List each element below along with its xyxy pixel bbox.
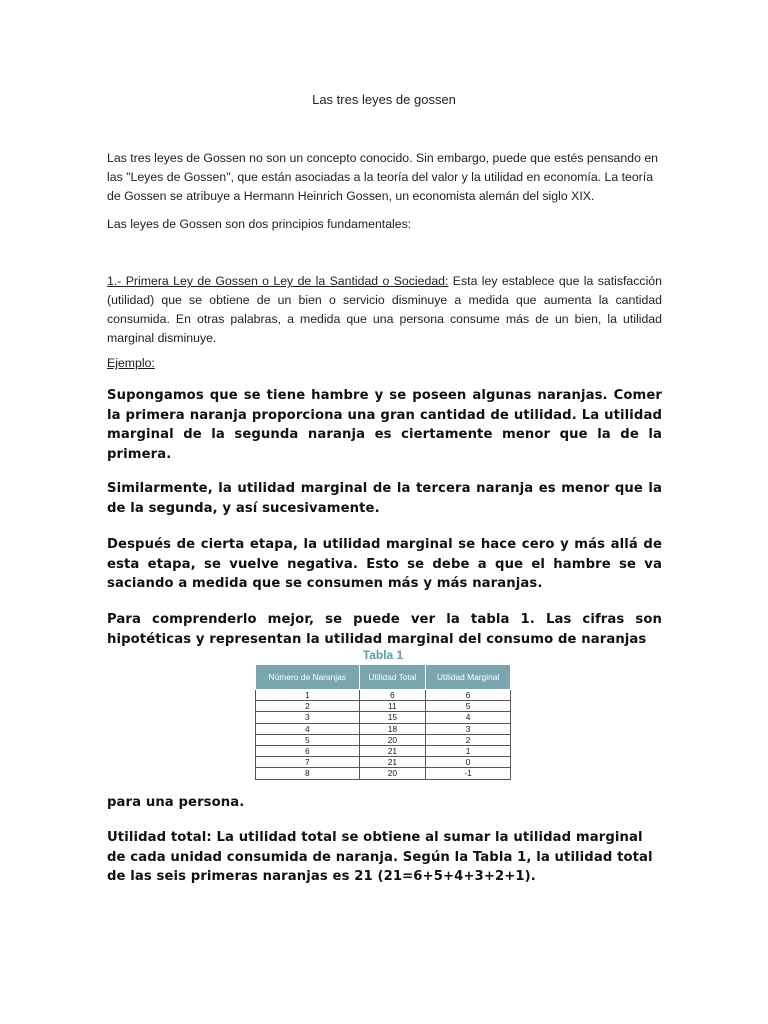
example-paragraph-4: Para comprenderlo mejor, se puede ver la tabla 1. Las cifras son hipotéticas y representan la utilidad marginal del consumo de naranjas: [107, 612, 662, 647]
table-cell: 20: [359, 734, 426, 745]
utility-table: [255, 664, 511, 780]
table-cell: 6: [256, 745, 360, 756]
table-row: [256, 768, 511, 779]
table-cell: 2: [256, 701, 360, 712]
table-cell: 5: [256, 734, 360, 745]
table-row: [256, 690, 511, 701]
header-marginal: Utilidad Marginal: [426, 665, 511, 690]
table-cell: 18: [359, 723, 426, 734]
table-cell: 0: [426, 757, 511, 768]
table-row: [256, 757, 511, 768]
table-cell: 8: [256, 768, 360, 779]
table-row: [256, 723, 511, 734]
table-cell: 3: [426, 723, 511, 734]
utility-table-container: [255, 648, 511, 780]
table-cell: -1: [426, 768, 511, 779]
table-cell: 20: [359, 768, 426, 779]
law1-heading: 1.- Primera Ley de Gossen o Ley de la Santidad o Sociedad:: [107, 274, 449, 288]
table-cell: 1: [256, 690, 360, 701]
table-cell: 4: [256, 723, 360, 734]
table-caption: Tabla 1: [362, 648, 404, 662]
intro-summary: Las leyes de Gossen son dos principios fundamentales:: [107, 217, 412, 231]
table-cell: 2: [426, 734, 511, 745]
example-paragraph-1: Supongamos que se tiene hambre y se poseen algunas naranjas. Comer la primera naranja proporciona una gran cantidad de utilidad. La utilidad marginal de la segunda naranja es ciertamente menor que la de la primera.: [107, 388, 662, 462]
example-paragraph-3: Después de cierta etapa, la utilidad marginal se hace cero y más allá de esta etapa, se vuelve negativa. Esto se debe a que el hambre se va saciando a medida que se consumen más y más naranjas.: [107, 537, 662, 591]
table-cell: 11: [359, 701, 426, 712]
example-label: Ejemplo:: [107, 356, 155, 370]
table-cell: 5: [426, 701, 511, 712]
intro-paragraph: Las tres leyes de Gossen no son un concepto conocido. Sin embargo, puede que estés pensando en las "Leyes de Gossen", que están asociadas a la teoría del valor y la utilidad en economía. La teoría de Gossen se atribuye a Hermann Heinrich Gossen, un economista alemán del siglo XIX.: [107, 151, 659, 203]
table-row: [256, 701, 511, 712]
table-cell: 6: [359, 690, 426, 701]
example-paragraph-2: Similarmente, la utilidad marginal de la tercera naranja es menor que la de la segunda, y así sucesivamente.: [107, 481, 662, 516]
law1-paragraph: [107, 272, 662, 348]
header-number: Número de Naranjas: [256, 665, 360, 690]
document-title: Las tres leyes de gossen: [312, 92, 456, 107]
table-row: [256, 734, 511, 745]
example-paragraph-4-end: para una persona.: [107, 795, 245, 810]
table-cell: 3: [256, 712, 360, 723]
table-cell: 1: [426, 745, 511, 756]
table-header-row: [256, 665, 511, 690]
header-total: Utilidad Total: [359, 665, 426, 690]
table-cell: 21: [359, 745, 426, 756]
table-cell: 6: [426, 690, 511, 701]
table-row: [256, 712, 511, 723]
table-row: [256, 745, 511, 756]
table-cell: 7: [256, 757, 360, 768]
table-cell: 21: [359, 757, 426, 768]
table-cell: 15: [359, 712, 426, 723]
law1-text: Esta ley establece que la satisfacción (utilidad) que se obtiene de un bien o servicio disminuye a medida que aumenta la cantidad consumida. En otras palabras, a medida que una persona consume más de un bien, la utilidad marginal disminuye.: [107, 274, 662, 345]
table-cell: 4: [426, 712, 511, 723]
total-utility-paragraph: Utilidad total: La utilidad total se obtiene al sumar la utilidad marginal de cada unidad consumida de naranja. Según la Tabla 1, la utilidad total de las seis primeras naranjas es 21 (21=6+5+4+3+2+1).: [107, 830, 653, 884]
